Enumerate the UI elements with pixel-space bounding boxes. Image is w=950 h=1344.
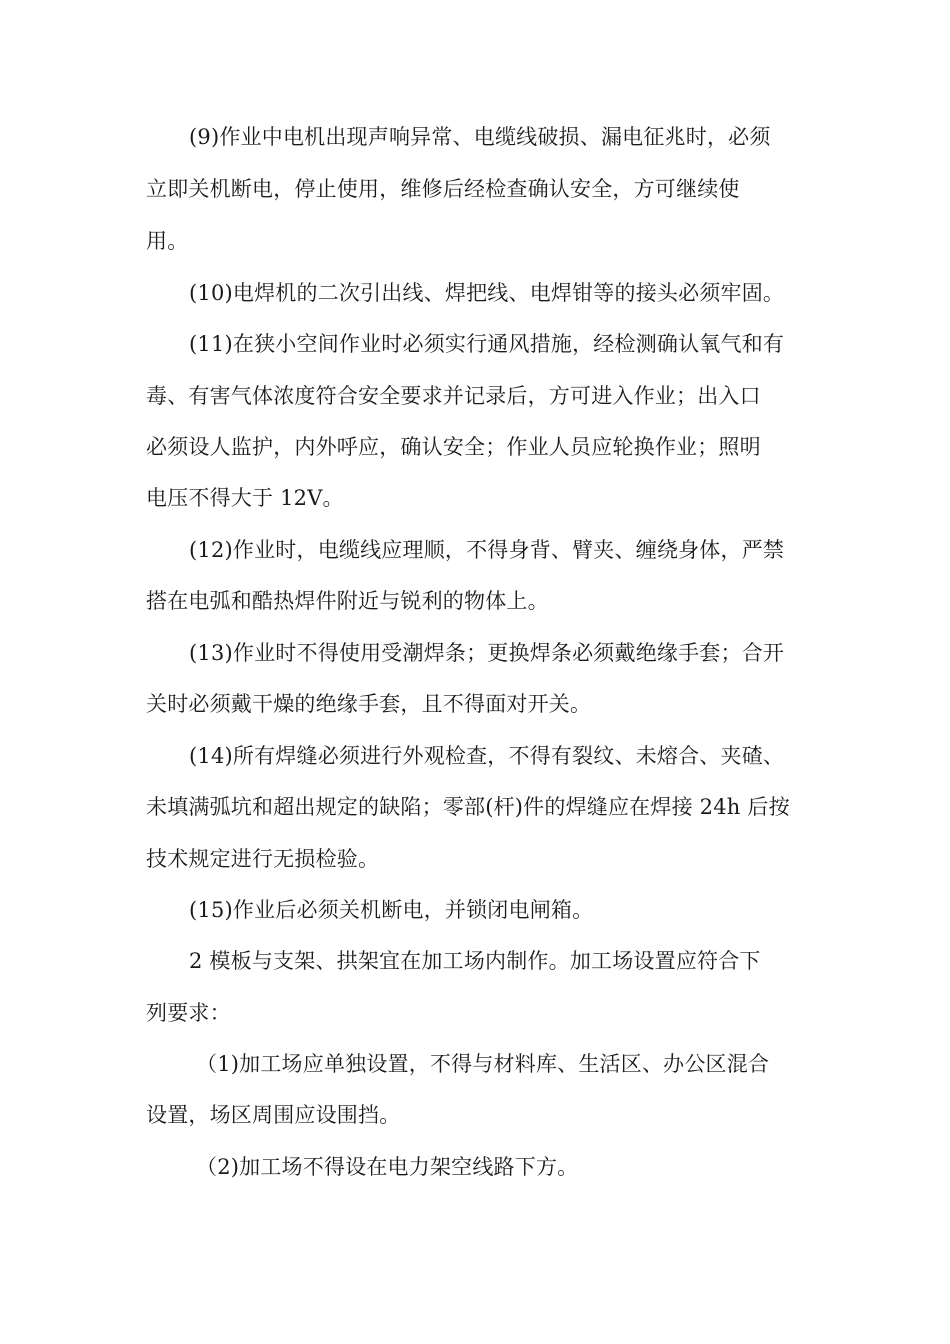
text-line: (13)作业时不得使用受潮焊条；更换焊条必须戴绝缘手套；合开 [189, 641, 785, 665]
text-line: (12)作业时，电缆线应理顺，不得身背、臂夹、缠绕身体，严禁 [189, 538, 785, 562]
text-line: 必须设人监护，内外呼应，确认安全；作业人员应轮换作业；照明 [146, 435, 761, 459]
text-line: (10)电焊机的二次引出线、焊把线、电焊钳等的接头必须牢固。 [189, 281, 785, 305]
text-line: 技术规定进行无损检验。 [146, 847, 380, 871]
text-line: （1)加工场应单独设置，不得与材料库、生活区、办公区混合 [196, 1052, 770, 1076]
text-line: (14)所有焊缝必须进行外观检查，不得有裂纹、未熔合、夹碴、 [189, 744, 785, 768]
text-line: (11)在狭小空间作业时必须实行通风措施，经检测确认氧气和有 [189, 332, 785, 356]
text-line: 毒、有害气体浓度符合安全要求并记录后，方可进入作业；出入口 [146, 384, 761, 408]
text-line: 立即关机断电，停止使用，维修后经检查确认安全，方可继续使 [146, 177, 740, 201]
text-line: （2)加工场不得设在电力架空线路下方。 [196, 1155, 579, 1179]
text-line: (15)作业后必须关机断电，并锁闭电闸箱。 [189, 898, 594, 922]
text-line: 电压不得大于 12V。 [146, 486, 344, 510]
text-line: 未填满弧坑和超出规定的缺陷；零部(杆)件的焊缝应在焊接 24h 后按 [146, 795, 790, 819]
text-line: 设置，场区周围应设围挡。 [146, 1103, 401, 1127]
text-line: 用。 [146, 229, 189, 253]
text-line: 搭在电弧和酷热焊件附近与锐利的物体上。 [146, 589, 549, 613]
text-line: (9)作业中电机出现声响异常、电缆线破损、漏电征兆时，必须 [189, 125, 771, 149]
text-line: 关时必须戴干燥的绝缘手套，且不得面对开关。 [146, 692, 592, 716]
text-line: 列要求： [146, 1001, 231, 1025]
text-line: 2 模板与支架、拱架宜在加工场内制作。加工场设置应符合下 [189, 949, 761, 973]
